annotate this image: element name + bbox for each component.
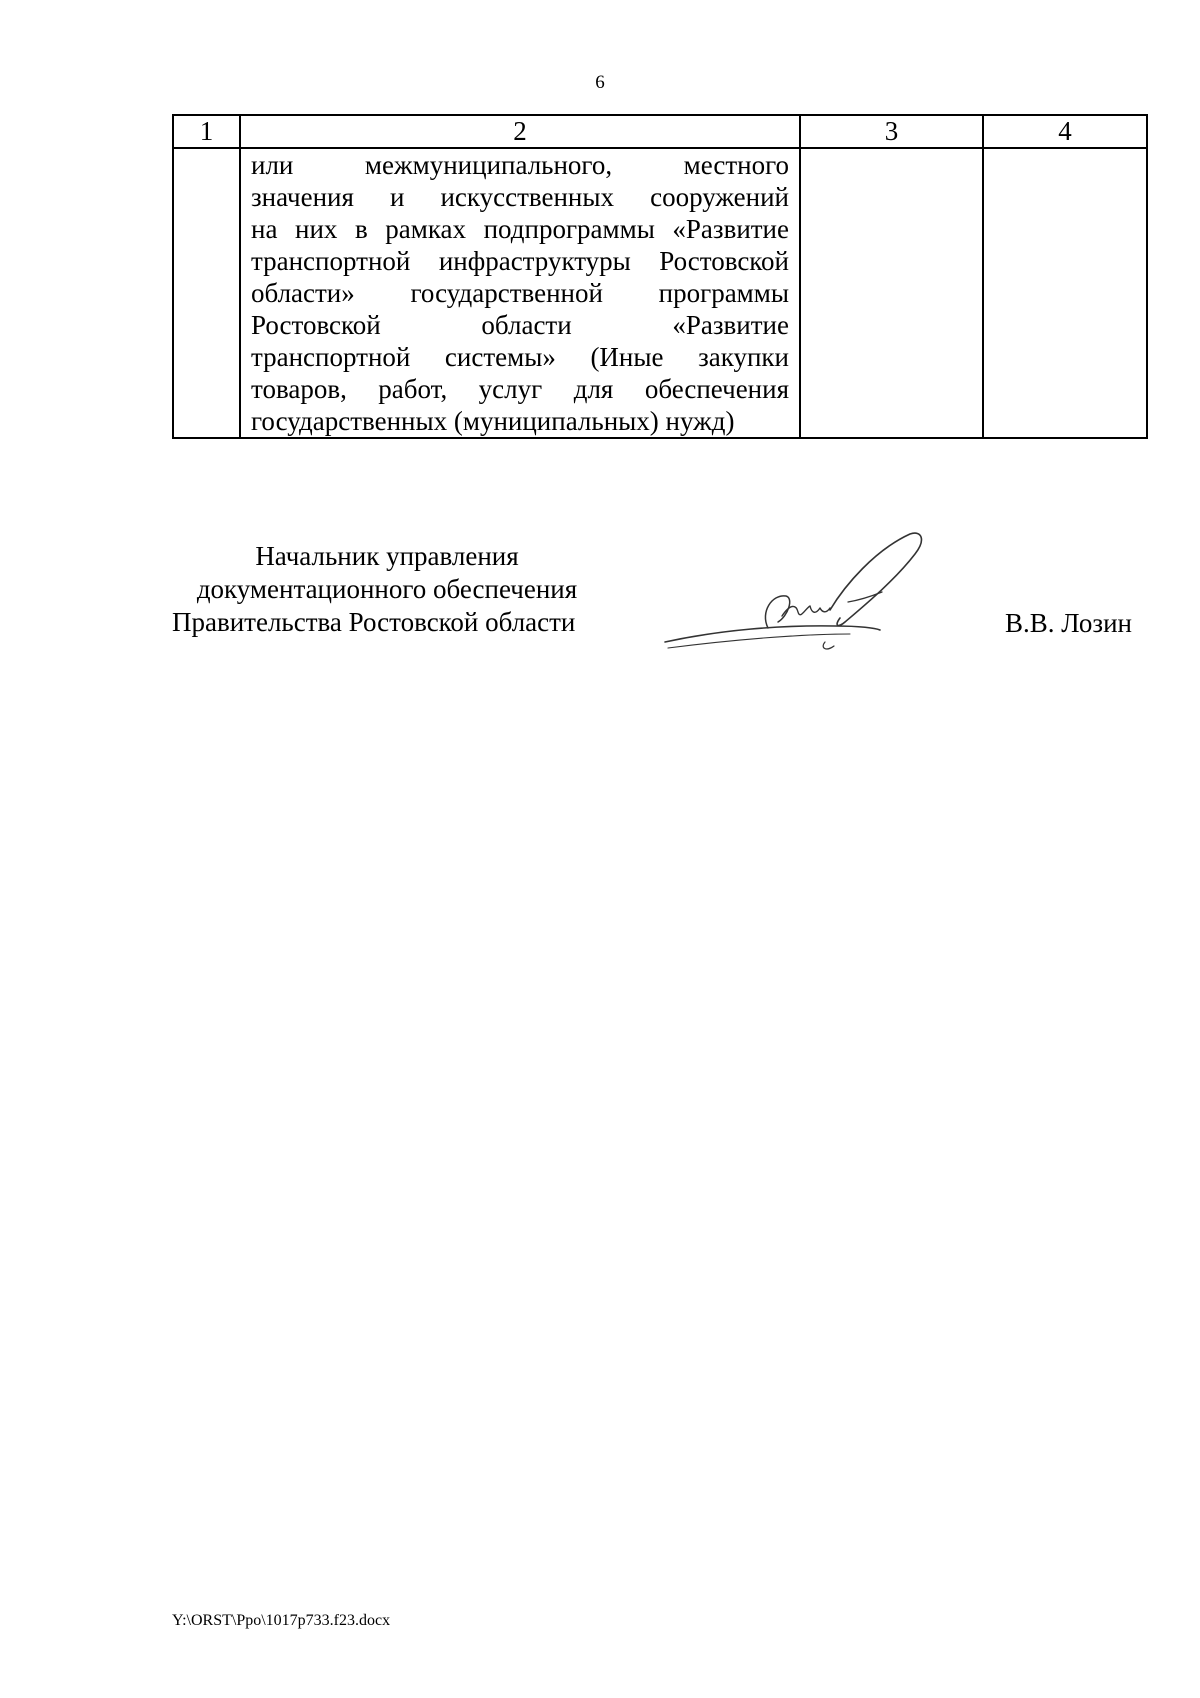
text-line: товаров, работ, услуг для обеспечения (251, 374, 789, 404)
handwritten-signature (660, 530, 950, 660)
signer-name: В.В. Лозин (1005, 608, 1132, 638)
table-header-cell: 1 (173, 115, 240, 148)
cell-text (241, 149, 799, 437)
position-line: Правительства Ростовской области (172, 607, 576, 637)
table-header-row (173, 115, 1147, 148)
text-line: области» государственной программы (251, 278, 789, 308)
data-table (172, 114, 1148, 439)
text-line: транспортной системы» (Иные закупки (251, 342, 789, 372)
table-header-cell: 2 (240, 115, 800, 148)
text-line: на них в рамках подпрограммы «Развитие (251, 214, 789, 244)
table-header-cell: 3 (800, 115, 983, 148)
text-line: или межмуниципального, местного (251, 150, 789, 180)
text-line: государственных (муниципальных) нужд) (251, 406, 735, 436)
text-line: транспортной инфраструктуры Ростовской (251, 246, 789, 276)
table-row (173, 148, 1147, 438)
table-cell-col3 (800, 148, 983, 438)
page-number: 6 (595, 72, 605, 93)
table-cell-col4 (983, 148, 1147, 438)
footer-file-path: Y:\ORST\Ppo\1017p733.f23.docx (172, 1612, 391, 1629)
table-cell-col2 (240, 148, 800, 438)
text-line: Ростовской области «Развитие (251, 310, 789, 340)
position-line: документационного обеспечения (196, 574, 578, 604)
position-line: Начальник управления (255, 541, 519, 571)
table-header-cell: 4 (983, 115, 1147, 148)
table-cell-col1 (173, 148, 240, 438)
signatory-position (172, 540, 602, 639)
text-line: значения и искусственных сооружений (251, 182, 789, 212)
